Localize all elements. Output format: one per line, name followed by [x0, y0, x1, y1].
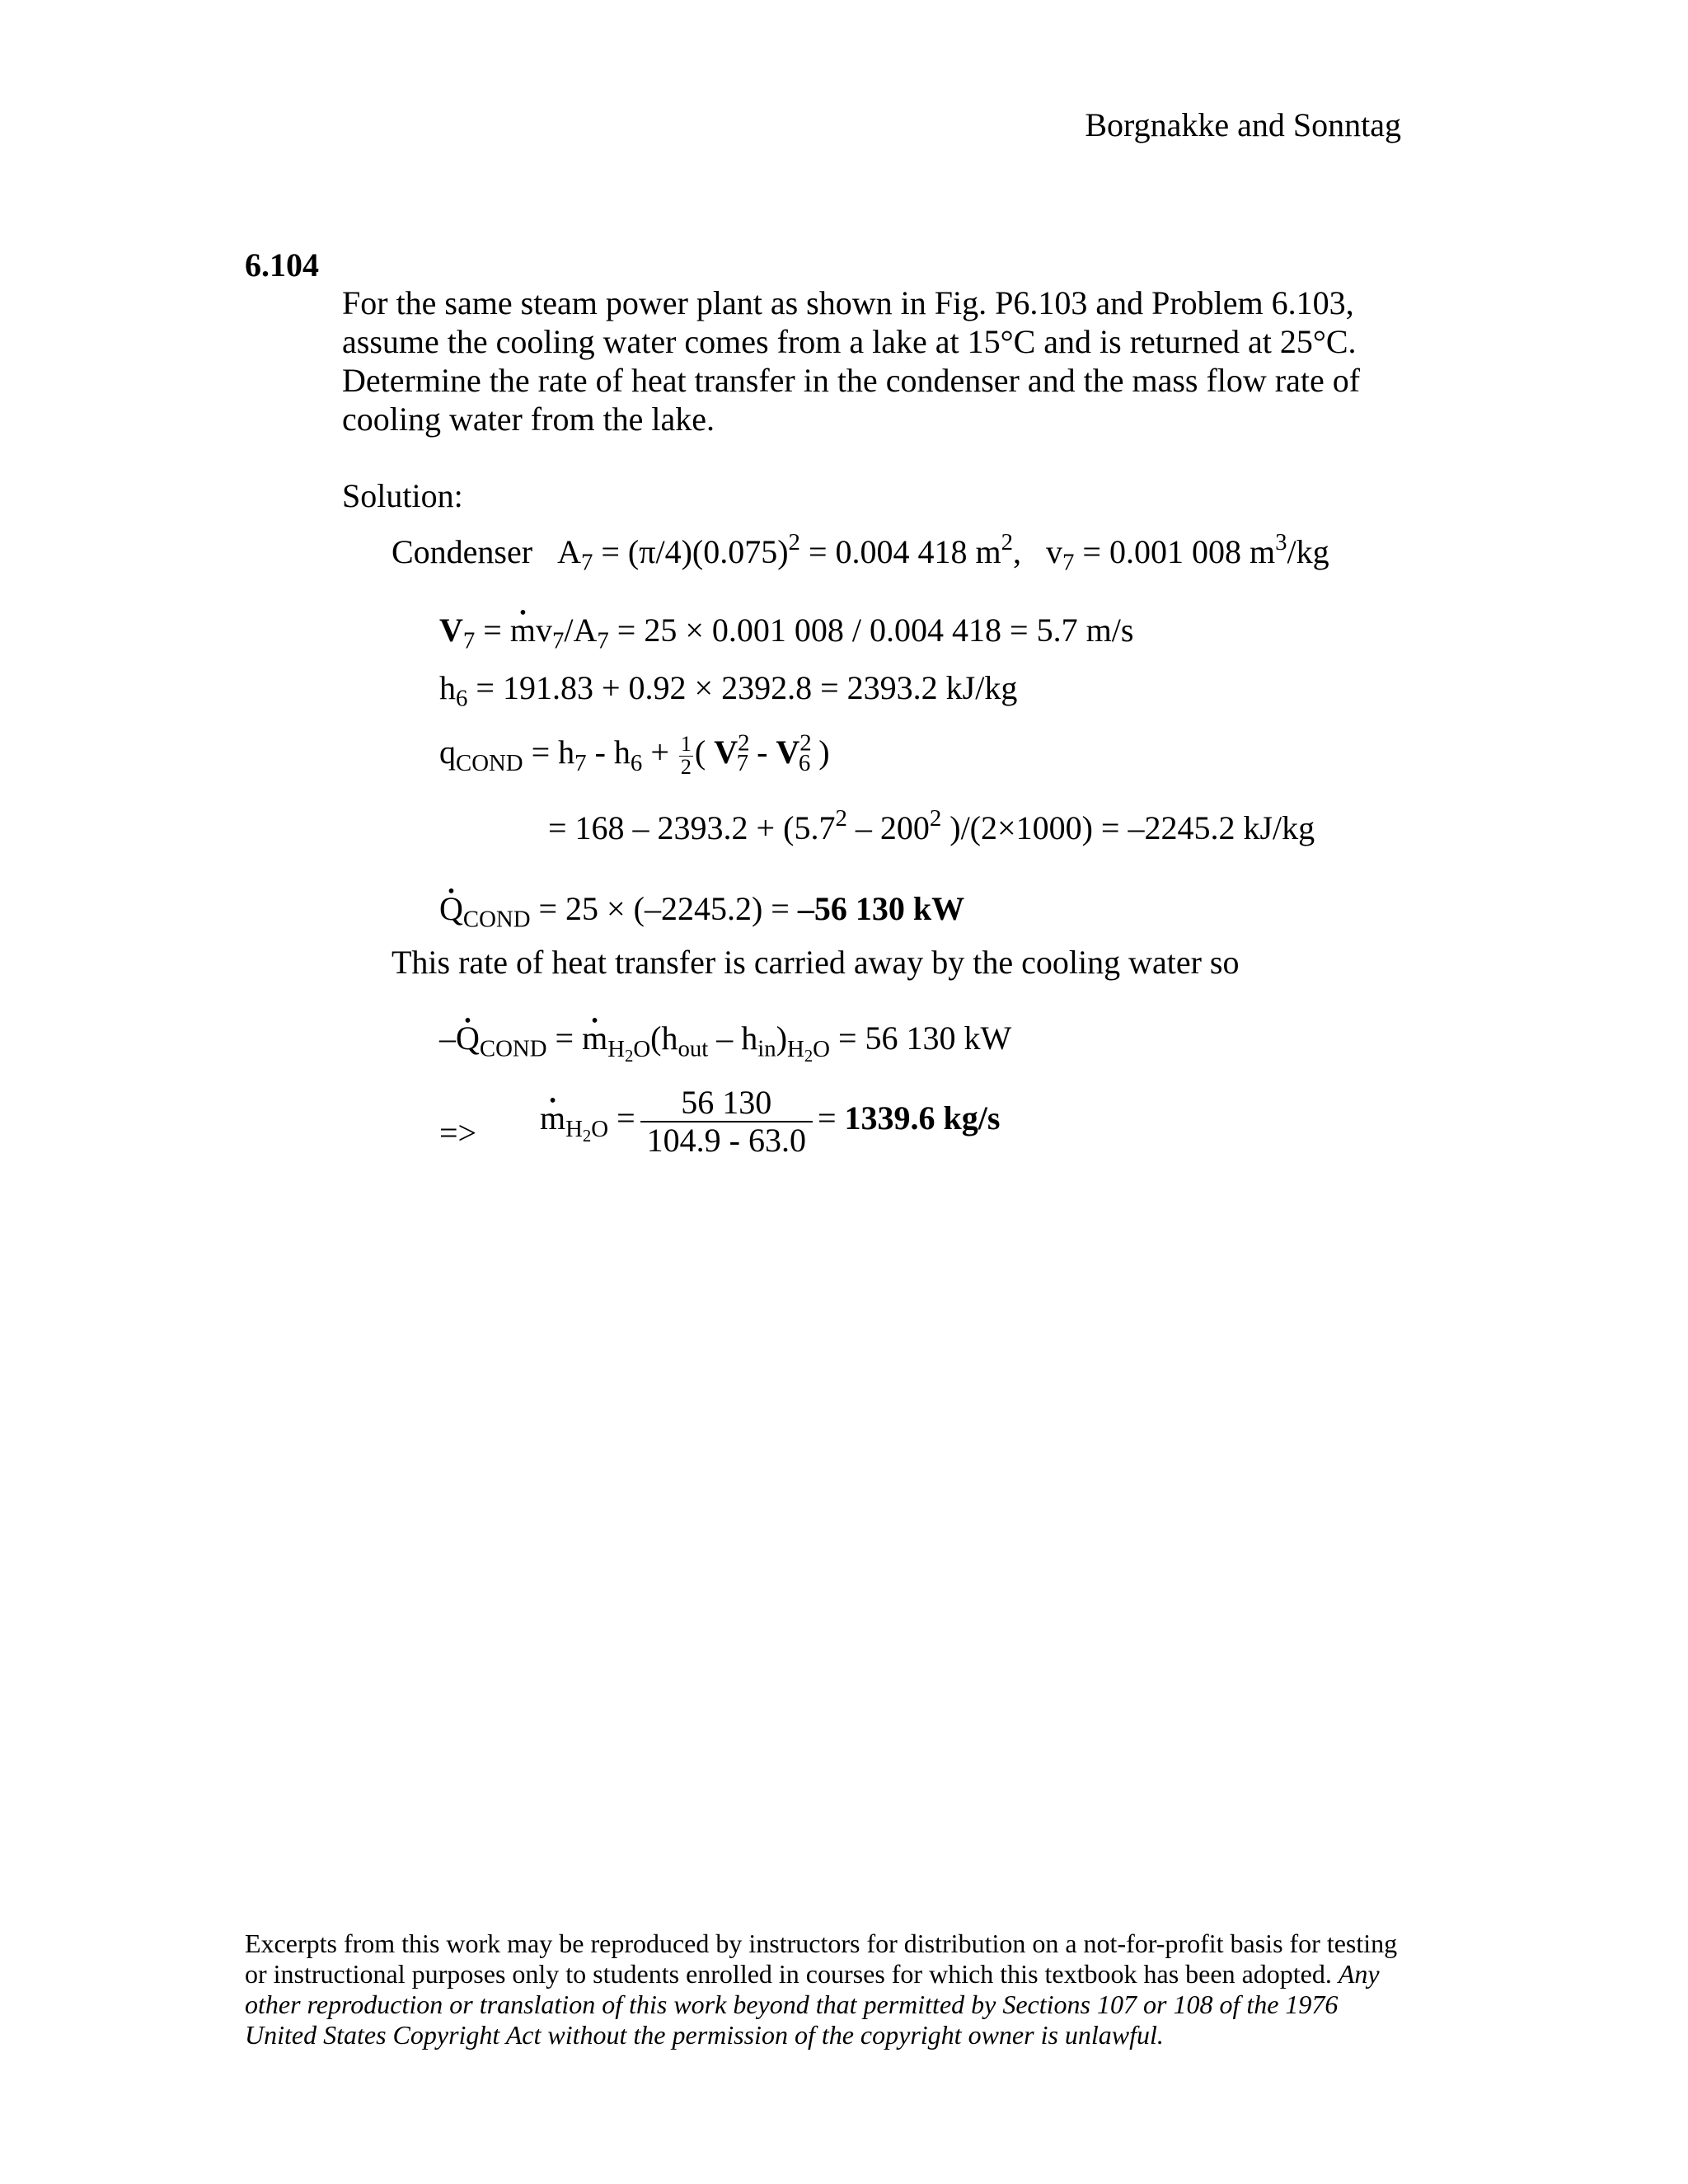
carried-away-text: This rate of heat transfer is carried away by the cooling water so — [392, 944, 1240, 981]
enthalpy-h6-equation: $h_6 = 191.83 + 0.92 \times 2392.8 = 2393.2$ kJ/kg — [439, 669, 1018, 712]
cooling-water-energy-balance: –• $Q_{COND}$ = • $m_{H_2O}(h_{out} - h_{in})_{H_2O} = 56$ 130 kW — [439, 1022, 1011, 1057]
copyright-footer: Excerpts from this work may be reproduced by instructors for distribution on a not-for-profit basis for testing or instructional purposes only to students enrolled in courses for which this textbook has been adopted. Any other reproduction or translation of this work beyond that permitted by Sections 107 or 108 of the 1976 United States Copyright Act without the permission of the copyright owner is unlawful. — [245, 1929, 1398, 2050]
heat-transfer-per-mass-equation: $q_{COND} = h_7 - h_6$ + $\frac{1}{2}$ ( $V^2_7 - V^2_6$ ) — [439, 729, 830, 779]
condenser-label: Condenser — [392, 533, 533, 570]
one-half-fraction: $\frac{1}{2}$ — [680, 732, 692, 779]
solution-label: Solution: — [342, 477, 463, 514]
heat-transfer-per-mass-value: = $168 - 2393.2 + (5.7^2 - 200^2$ )/(2×1000) = –2245.2 kJ/kg — [548, 805, 1315, 846]
mass-flow-rate-equation: • $m_{H_2O}$ = $\frac{56 130}{104.9 - 63.0}$ = 1339.6 kg/s — [540, 1086, 1000, 1157]
condenser-heat-rate-result: –56 130 kW — [797, 890, 965, 927]
page-header-authors: Borgnakke and Sonntag — [1085, 106, 1401, 143]
implies-arrow: => — [439, 1114, 477, 1151]
problem-number: 6.104 — [245, 246, 319, 284]
condenser-heat-rate-equation: • $Q_{COND} = 25 \times (-2245.2) = -56$ 130 kW — [439, 893, 964, 926]
mass-flow-result: 1339.6 kg/s — [844, 1099, 1001, 1137]
condenser-area-equation: Condenser $A_7 = (\pi/4)(0.075)^2 = 0.004$ 418 $m^2$, $v_7 = 0.001$ 008 $m^3/kg$ — [392, 529, 1329, 576]
problem-statement: For the same steam power plant as shown in Fig. P6.103 and Problem 6.103, assume the cooling water comes from a lake at 15°C and is returned at 25°C. Determine the rate of heat transfer in the condenser and the mass flow rate of cooling water from the lake. — [342, 284, 1361, 438]
velocity-equation: $V_7$ = • $mv_7/A_7 = 25 \times 0.001$ 008 / 0.004 418 = 5.7 m/s — [439, 614, 1133, 647]
mass-flow-fraction: $\frac{56 130}{104.9 - 63.0}$ — [640, 1086, 813, 1157]
